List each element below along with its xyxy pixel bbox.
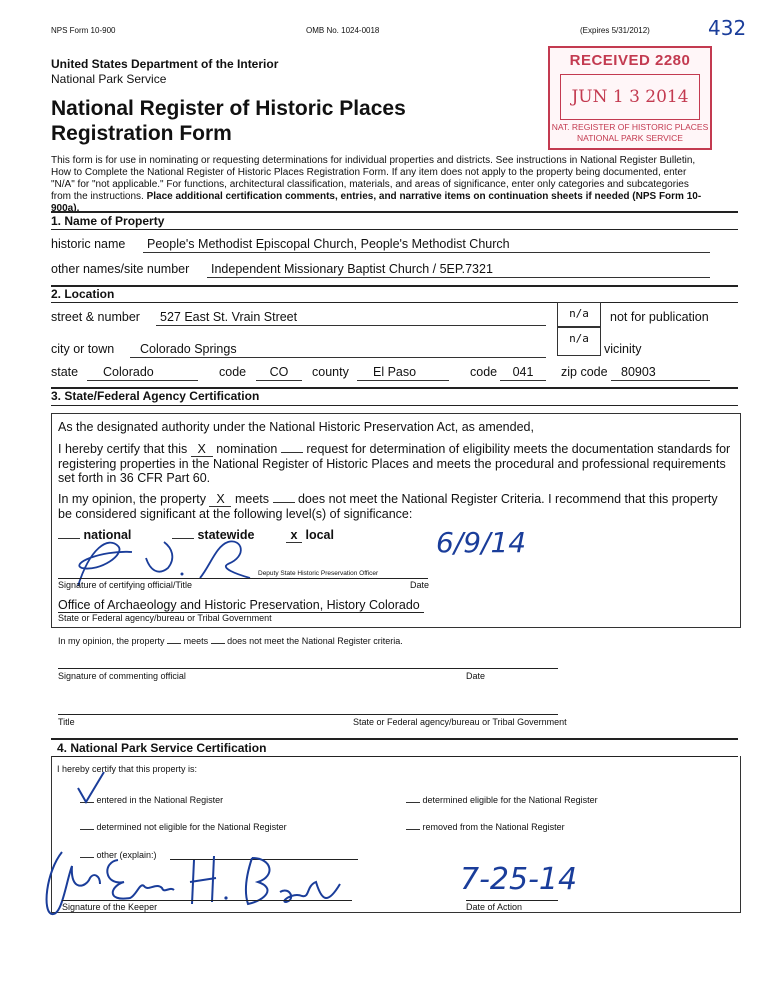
department-name: United States Department of the Interior: [51, 57, 279, 71]
action-date-line: [466, 900, 558, 901]
section3-bottom-rule: [51, 405, 738, 406]
handwritten-page-number: 432: [708, 16, 747, 40]
city-field[interactable]: [130, 342, 546, 358]
request-blank[interactable]: [281, 452, 303, 453]
certify-statement: [58, 442, 733, 485]
other-names-field[interactable]: [207, 262, 710, 278]
does-not-meet-blank[interactable]: [273, 502, 295, 503]
local-checkmark[interactable]: x: [286, 528, 302, 543]
vicinity-label: vicinity: [604, 342, 642, 356]
statewide-label: statewide: [197, 528, 255, 542]
keeper-signature-label: Signature of the Keeper: [62, 902, 158, 912]
determined-eligible-blank[interactable]: [406, 802, 420, 803]
county-code-label: code: [470, 365, 498, 379]
historic-name-label: historic name: [51, 237, 126, 251]
opinion-rest: be considered significant at the following level(s) of significance:: [58, 507, 413, 521]
opinion-part-3: does not meet the National Register Criteria. I recommend that this property: [297, 492, 718, 506]
form-number: NPS Form 10-900: [51, 26, 116, 35]
stamp-date-box: [560, 74, 700, 120]
zip-value: 80903: [621, 365, 656, 379]
county-value: El Paso: [373, 365, 417, 379]
entered-checkmark-icon: [74, 772, 108, 804]
level-local: [286, 528, 334, 543]
not-eligible-blank[interactable]: [80, 829, 94, 830]
comment-signature-label: Signature of commenting official: [58, 671, 186, 681]
removed-label: removed from the National Register: [422, 822, 565, 832]
action-date: 7-25-14: [460, 862, 578, 897]
comment-opinion-part-1: In my opinion, the property: [58, 636, 165, 646]
comment-agency-label: State or Federal agency/bureau or Tribal Government: [353, 717, 567, 727]
comment-title-line: [58, 714, 558, 715]
determined-eligible-label: determined eligible for the National Register: [422, 795, 598, 805]
title-line-1: National Register of Historic Places: [51, 97, 406, 120]
comment-does-not-meet-blank[interactable]: [211, 643, 225, 644]
action-date-label: Date of Action: [466, 902, 523, 912]
other-label: other (explain:): [96, 850, 157, 860]
intro-text: This form is for use in nominating or requesting determinations for individual properties and districts. See instructions in National Register Bulletin, How to Complete the National Register of Historic Places Registration Form. If any item does not apply to the property being documented, enter "N/A" for "not applicable." For functions, architectural classification, materials, and areas of significance, enter only categories and subcategories from the instructions.: [51, 155, 696, 202]
section4-top-rule: [51, 738, 738, 740]
county-code-value: 041: [512, 365, 534, 379]
not-for-publication-label: not for publication: [610, 310, 709, 324]
local-label: local: [305, 528, 334, 542]
entered-label: entered in the National Register: [96, 795, 224, 805]
comment-meets-blank[interactable]: [167, 643, 181, 644]
state-code-value: CO: [269, 365, 289, 379]
section2-bottom-rule: [51, 302, 738, 303]
state-code-label: code: [219, 365, 247, 379]
intro-bold-text: Place additional certification comments, entries, and narrative items on continuation sheets if needed (NPS Form 10-900a).: [51, 191, 702, 214]
expiration-date: (Expires 5/31/2012): [580, 26, 650, 35]
zip-field[interactable]: [611, 365, 710, 381]
title-line-2: Registration Form: [51, 122, 232, 145]
state-label: state: [51, 365, 79, 379]
section2-top-rule: [51, 285, 738, 287]
authority-statement: As the designated authority under the National Historic Preservation Act, as amended,: [58, 420, 534, 434]
certify-part-2: nomination: [216, 442, 278, 456]
stamp-line-1: NAT. REGISTER OF HISTORIC PLACES: [551, 122, 709, 132]
signature-date-label: Date: [410, 580, 430, 590]
intro-instructions: [51, 155, 706, 215]
section1-top-rule: [51, 211, 738, 213]
opinion-part-1: In my opinion, the property: [58, 492, 206, 506]
county-code-field[interactable]: [500, 365, 546, 381]
city-label: city or town: [51, 342, 115, 356]
opinion-statement: [58, 492, 733, 521]
not-for-publication-box[interactable]: n/a: [557, 302, 601, 328]
comment-date-label: Date: [466, 671, 486, 681]
other-names-label: other names/site number: [51, 262, 190, 276]
signature-label: Signature of certifying official/Title: [58, 580, 193, 590]
national-label: national: [83, 528, 132, 542]
nps-certify-intro: I hereby certify that this property is:: [57, 764, 198, 774]
historic-name-field[interactable]: [143, 237, 710, 253]
keeper-signature-line: [62, 900, 352, 901]
county-field[interactable]: [357, 365, 449, 381]
signed-date: 6/9/14: [436, 526, 527, 559]
page-title: [51, 96, 491, 146]
county-label: county: [312, 365, 349, 379]
comment-opinion-part-3: does not meet the National Register criteria.: [227, 636, 403, 646]
state-code-field[interactable]: [256, 365, 302, 381]
certify-part-3: request for determination of eligibility meets the documentation standards: [306, 442, 713, 456]
city-value: Colorado Springs: [140, 342, 237, 356]
omb-number: OMB No. 1024-0018: [306, 26, 380, 35]
not-eligible-label: determined not eligible for the National Register: [96, 822, 287, 832]
agency-name-value: Office of Archaeology and Historic Preservation, History Colorado: [58, 598, 420, 612]
street-label: street & number: [51, 310, 140, 324]
section1-bottom-rule: [51, 229, 738, 230]
certify-rest: for registering properties in the National Register of Historic Places and meets the procedural and professional requirements set forth in 36 CFR Part 60.: [58, 442, 731, 485]
comment-signature-line: [58, 668, 558, 669]
stamp-received: RECEIVED 2280: [569, 52, 691, 69]
state-field[interactable]: [87, 365, 198, 381]
agency-name: National Park Service: [51, 72, 167, 86]
section1-heading: 1. Name of Property: [51, 214, 165, 228]
vicinity-box[interactable]: n/a: [557, 326, 601, 356]
meets-checkmark[interactable]: X: [209, 492, 231, 507]
stamp-line-2: NATIONAL PARK SERVICE: [577, 133, 683, 143]
section2-heading: 2. Location: [51, 287, 115, 301]
comment-opinion-statement: [58, 636, 403, 646]
removed-blank[interactable]: [406, 829, 420, 830]
determined-eligible-option[interactable]: [406, 795, 598, 805]
street-value: 527 East St. Vrain Street: [160, 310, 298, 324]
other-names-value: Independent Missionary Baptist Church / 5EP.7321: [211, 262, 493, 276]
agency-label: State or Federal agency/bureau or Tribal Government: [58, 613, 272, 623]
signature-line: [58, 578, 428, 579]
zip-label: zip code: [561, 365, 608, 379]
historic-name-value: People's Methodist Episcopal Church, People's Methodist Church: [147, 237, 510, 251]
stamp-date: JUN 1 3 2014: [571, 87, 689, 107]
not-eligible-option[interactable]: [80, 822, 287, 832]
section3-heading: 3. State/Federal Agency Certification: [51, 389, 260, 403]
received-stamp: [548, 46, 712, 150]
removed-option[interactable]: [406, 822, 565, 832]
certify-part-1: I hereby certify that this: [58, 442, 188, 456]
officer-title: Deputy State Historic Preservation Officer: [258, 570, 379, 577]
comment-opinion-part-2: meets: [183, 636, 209, 646]
state-value: Colorado: [103, 365, 154, 379]
nomination-checkmark[interactable]: X: [191, 442, 213, 457]
opinion-part-2: meets: [234, 492, 270, 506]
street-field[interactable]: [156, 310, 546, 326]
comment-title-label: Title: [58, 717, 75, 727]
section4-heading: 4. National Park Service Certification: [57, 741, 267, 755]
